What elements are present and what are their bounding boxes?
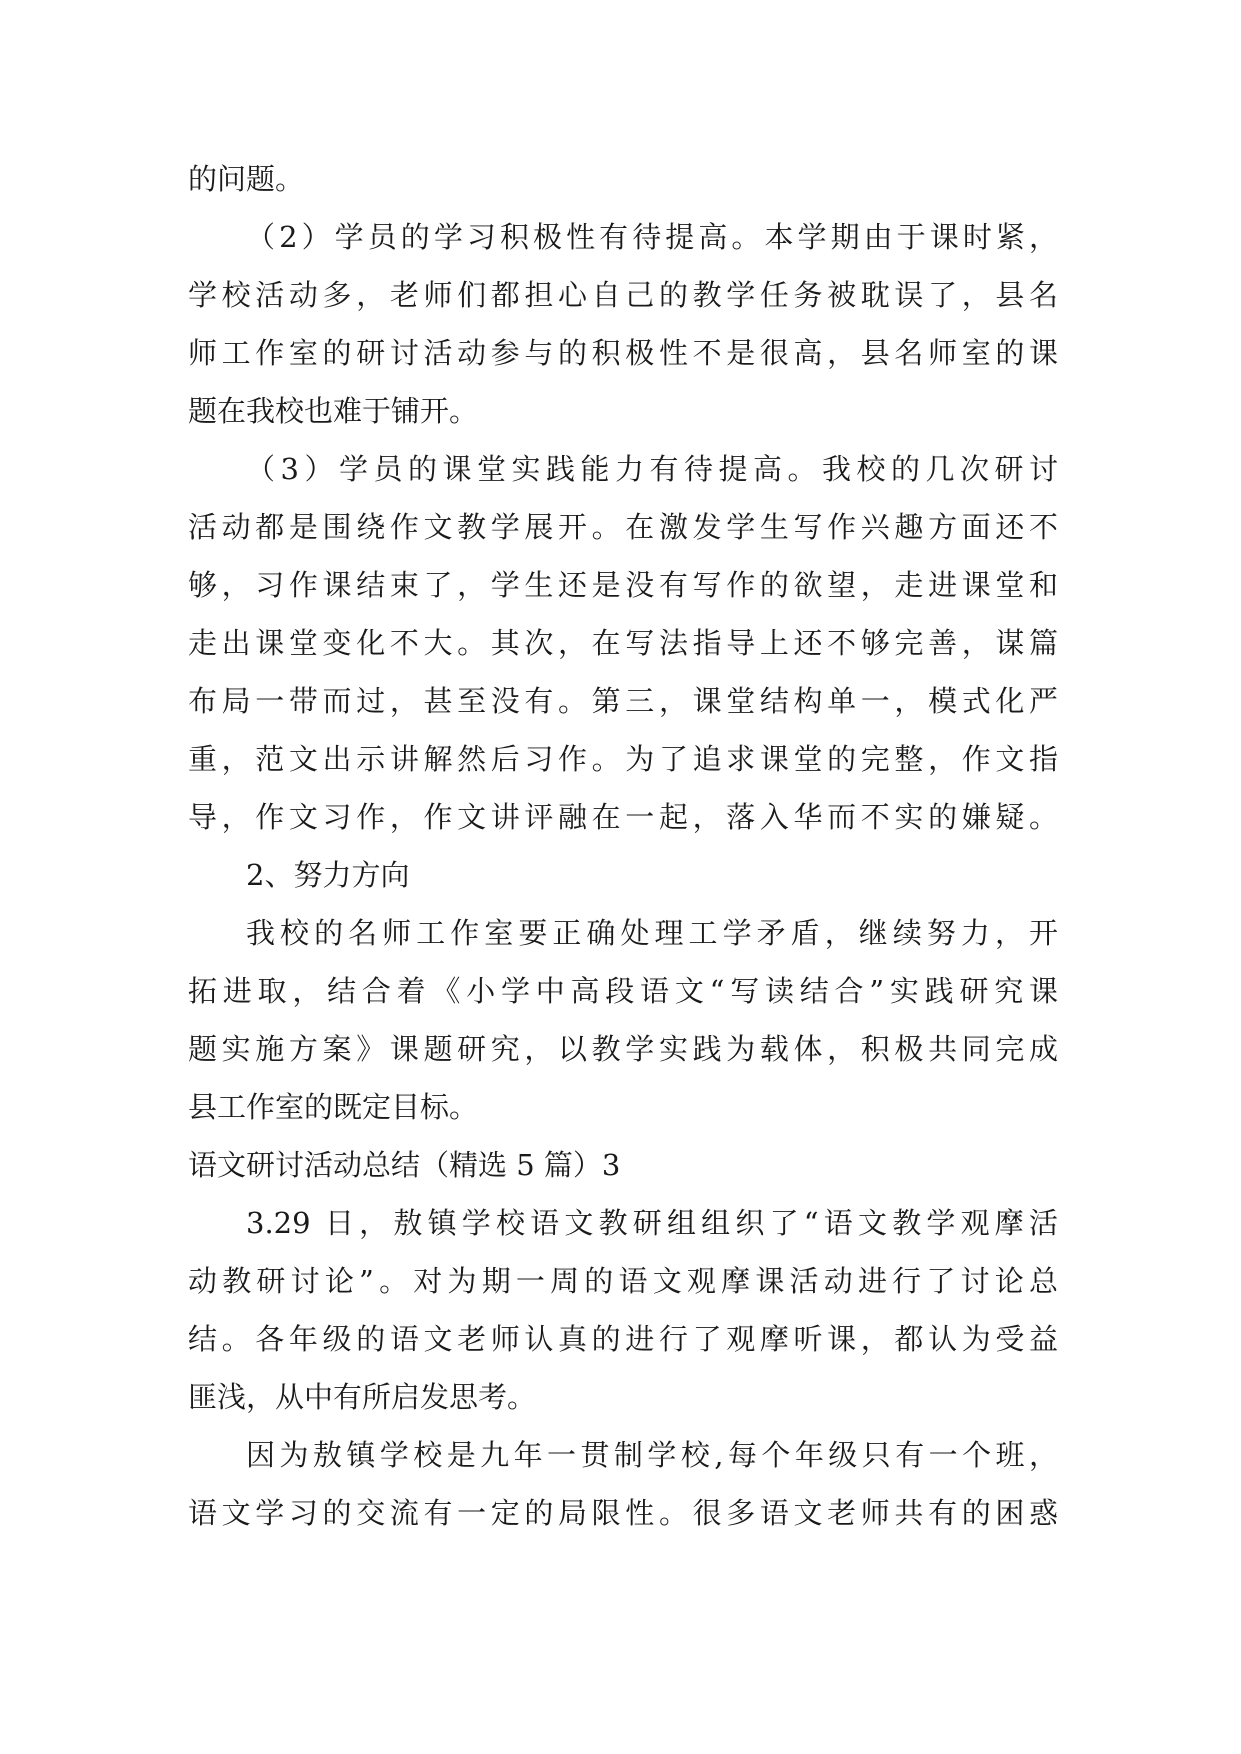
text-line: 布局一带而过，甚至没有。第三，课堂结构单一，模式化严 — [188, 684, 1058, 718]
text-line: 够，习作课结束了，学生还是没有写作的欲望，走进课堂和 — [188, 568, 1058, 602]
text-line: 重，范文出示讲解然后习作。为了追求课堂的完整，作文指 — [188, 742, 1058, 776]
document-body — [188, 150, 1058, 1542]
text-line: （3）学员的课堂实践能力有待提高。我校的几次研讨 — [246, 452, 1058, 486]
text-line: 3.29 日，敖镇学校语文教研组组织了“语文教学观摩活 — [246, 1206, 1058, 1240]
text-line: 匪浅，从中有所启发思考。 — [188, 1380, 537, 1414]
text-line: 题在我校也难于铺开。 — [188, 394, 479, 428]
text-line: 动教研讨论”。对为期一周的语文观摩课活动进行了讨论总 — [188, 1264, 1058, 1298]
text-line: （2）学员的学习积极性有待提高。本学期由于课时紧， — [246, 220, 1058, 254]
section-heading: 2、努力方向 — [246, 858, 410, 892]
text-line: 走出课堂变化不大。其次，在写法指导上还不够完善，谋篇 — [188, 626, 1058, 660]
text-line: 的问题。 — [188, 162, 305, 196]
text-line: 师工作室的研讨活动参与的积极性不是很高，县名师室的课 — [188, 336, 1058, 370]
text-line: 学校活动多，老师们都担心自己的教学任务被耽误了，县名 — [188, 278, 1058, 312]
text-line: 导，作文习作，作文讲评融在一起，落入华而不实的嫌疑。 — [188, 800, 1058, 834]
text-line: 县工作室的既定目标。 — [188, 1090, 479, 1124]
text-line: 我校的名师工作室要正确处理工学矛盾，继续努力，开 — [246, 916, 1058, 950]
text-line: 因为敖镇学校是九年一贯制学校,每个年级只有一个班， — [246, 1438, 1058, 1472]
text-line: 题实施方案》课题研究，以教学实践为载体，积极共同完成 — [188, 1032, 1058, 1066]
text-line: 拓进取，结合着《小学中高段语文“写读结合”实践研究课 — [188, 974, 1058, 1008]
text-line: 结。各年级的语文老师认真的进行了观摩听课，都认为受益 — [188, 1322, 1058, 1356]
article-title: 语文研讨活动总结（精选 5 篇）3 — [188, 1148, 621, 1182]
text-line: 语文学习的交流有一定的局限性。很多语文老师共有的困惑 — [188, 1496, 1058, 1530]
text-line: 活动都是围绕作文教学展开。在激发学生写作兴趣方面还不 — [188, 510, 1058, 544]
